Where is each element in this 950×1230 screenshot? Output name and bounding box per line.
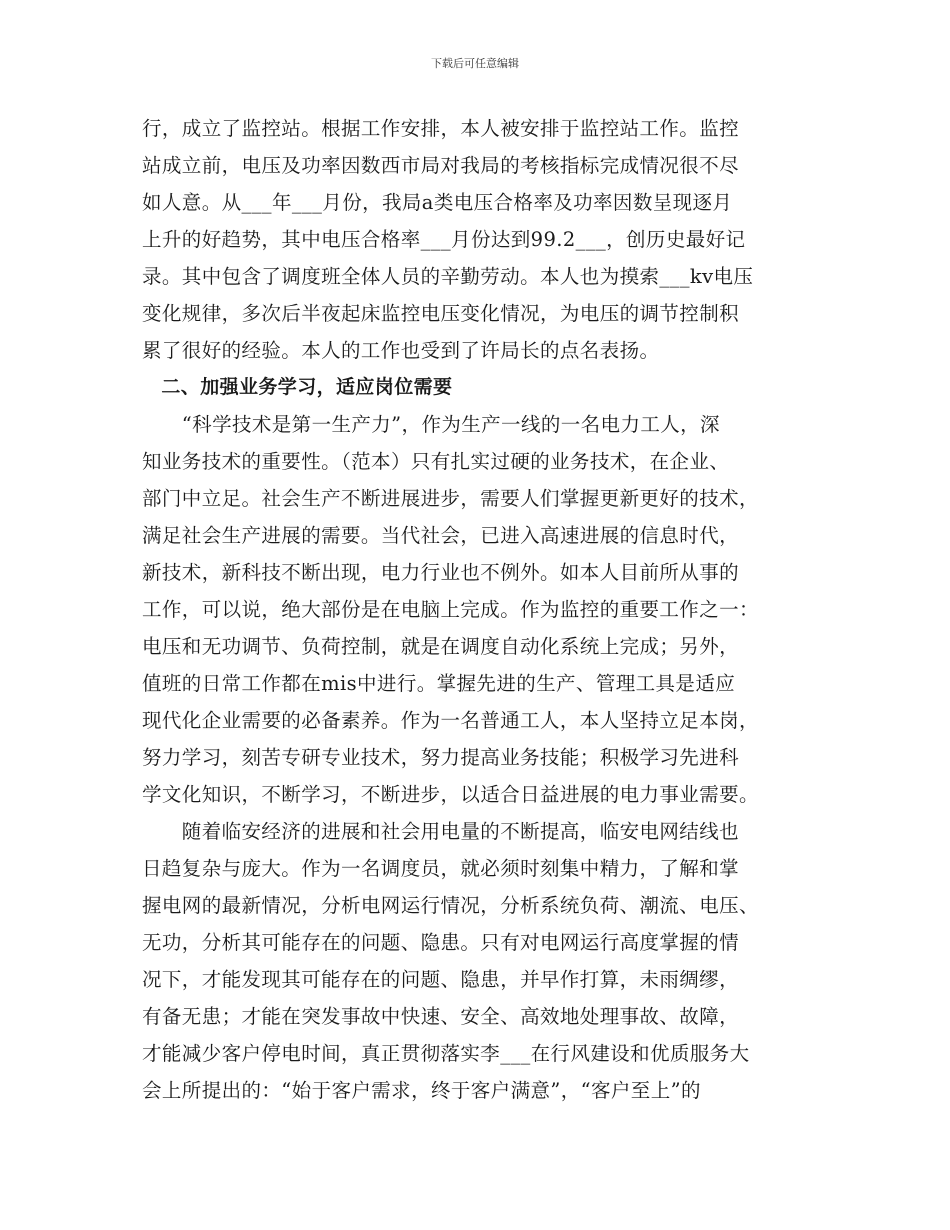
text-line: 满足社会生产进展的需要。当代社会，已进入高速进展的信息时代，	[142, 524, 740, 547]
text-line: 日趋复杂与庞大。作为一名调度员，就必须时刻集中精力，了解和掌	[142, 857, 740, 880]
text-line: 工作，可以说，绝大部份是在电脑上完成。作为监控的重要工作之一：	[142, 598, 759, 621]
text-line: 上升的好趋势，其中电压合格率___月份达到99.2___，创历史最好记	[142, 228, 746, 251]
text-line: “科学技术是第一生产力”，作为生产一线的一名电力工人，深	[142, 413, 720, 436]
text-line: 现代化企业需要的必备素养。作为一名普通工人，本人坚持立足本岗，	[142, 709, 759, 732]
text-line: 站成立前，电压及功率因数西市局对我局的考核指标完成情况很不尽	[142, 154, 740, 177]
text-line: 电压和无功调节、负荷控制，就是在调度自动化系统上完成；另外，	[142, 635, 740, 658]
text-line: 累了很好的经验。本人的工作也受到了许局长的点名表扬。	[142, 339, 660, 362]
text-line: 才能减少客户停电时间，真正贯彻落实李___在行风建设和优质服务大	[142, 1042, 750, 1065]
text-line: 学文化知识，不断学习，不断进步，以适合日益进展的电力事业需要。	[142, 783, 759, 806]
text-line: 随着临安经济的进展和社会用电量的不断提高，临安电网结线也	[142, 820, 740, 843]
text-line: 握电网的最新情况，分析电网运行情况，分析系统负荷、潮流、电压、	[142, 894, 759, 917]
text-line: 部门中立足。社会生产不断进展进步，需要人们掌握更新更好的技术，	[142, 487, 759, 510]
document-body	[142, 110, 822, 1109]
text-line: 努力学习，刻苦专研专业技术，努力提高业务技能；积极学习先进科	[142, 746, 740, 769]
text-line: 录。其中包含了调度班全体人员的辛勤劳动。本人也为摸索___kv电压	[142, 265, 754, 288]
text-line: 知业务技术的重要性。（范本）只有扎实过硬的业务技术，在企业、	[142, 450, 730, 473]
text-line: 况下，才能发现其可能存在的问题、隐患，并早作打算，未雨绸缪，	[142, 968, 740, 991]
text-line: 新技术，新科技不断出现，电力行业也不例外。如本人目前所从事的	[142, 561, 740, 584]
text-line: 行，成立了监控站。根据工作安排，本人被安排于监控站工作。监控	[142, 117, 740, 140]
text-line: 变化规律，多次后半夜起床监控电压变化情况，为电压的调节控制积	[142, 302, 740, 325]
page-header: 下载后可任意编辑	[431, 57, 519, 70]
text-line: 如人意。从___年___月份，我局a类电压合格率及功率因数呈现逐月	[142, 191, 733, 214]
text-line: 值班的日常工作都在mis中进行。掌握先进的生产、管理工具是适应	[142, 672, 736, 695]
text-line: 无功，分析其可能存在的问题、隐患。只有对电网运行高度掌握的情	[142, 931, 740, 954]
text-line: 会上所提出的：“始于客户需求，终于客户满意”，“客户至上”的	[142, 1079, 701, 1102]
section-heading: 二、加强业务学习，适应岗位需要	[142, 376, 453, 398]
text-line: 有备无患；才能在突发事故中快速、安全、高效地处理事故、故障，	[142, 1005, 740, 1028]
